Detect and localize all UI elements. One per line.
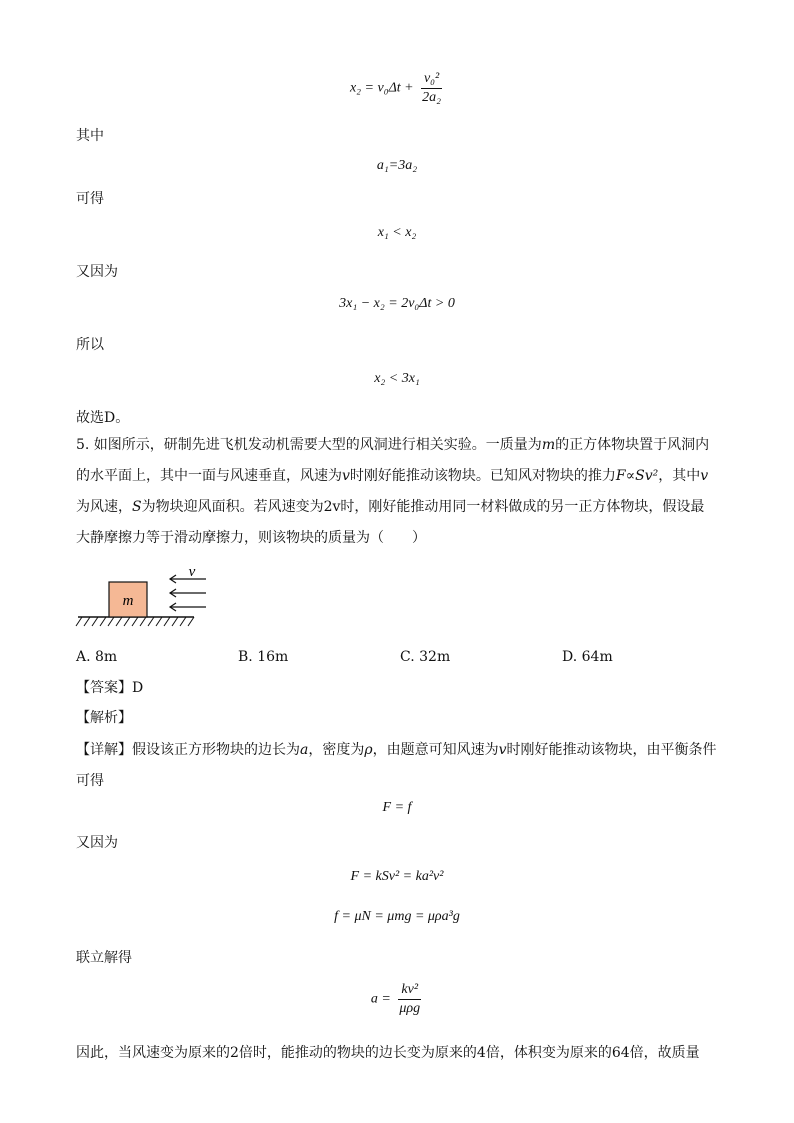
final-text-3: 倍，体积变为原来的 (485, 1045, 612, 1061)
final-text-1: 因此，当风速变为原来的 (76, 1045, 230, 1061)
number-2: 2 (230, 1045, 239, 1061)
fraction-numerator: kv² (398, 981, 421, 1000)
symbol-a: a (300, 742, 309, 758)
question-5-stem (76, 430, 718, 554)
text-qizhong: 其中 (76, 128, 104, 144)
detail-paragraph (76, 735, 718, 797)
equation-a1: a₁=3a₂ (376, 158, 418, 173)
equation-x2 (0, 70, 794, 107)
equation-ineq1: x₁ < x₂ (377, 225, 417, 240)
option-value: 8m (95, 649, 118, 665)
option-d (562, 647, 613, 667)
detail-text-4: 时刚好能推动该物块，由平衡条件可得 (76, 742, 717, 789)
q5-text-5: 为风速， (76, 499, 132, 515)
number-4: 4 (476, 1045, 486, 1061)
final-text-2: 倍时，能推动的物块的边长变为原来的 (238, 1045, 477, 1061)
text-kede: 可得 (76, 191, 104, 207)
equation-3x1: 3x₁ − x₂ = 2v₀Δt > 0 (339, 296, 455, 311)
fraction-denominator: μρg (399, 1001, 421, 1016)
option-a (76, 647, 117, 667)
detail-text-2: ，密度为 (308, 742, 365, 758)
fraction (396, 981, 423, 1018)
equation-a-result (0, 981, 794, 1018)
option-c (400, 647, 450, 667)
equation-F-equals-f: F = f (382, 800, 412, 815)
symbol-v: v (700, 468, 709, 484)
equation-F-kSv2: F = kSv² = ka²v² (350, 869, 444, 884)
q5-text-2: 的正方体物块置于风洞内的水平面上，其中一面与风速垂直，风速为 (76, 437, 710, 484)
option-value: 64m (581, 649, 613, 665)
equation-ineq2: x₂ < 3x₁ (374, 371, 420, 386)
symbol-v: v (342, 468, 350, 484)
option-letter: D. (562, 649, 582, 665)
q5-text-7: 时，刚好能推动用同一材料做成的另一正方体物块，假设最大静摩擦力等于滑动摩擦力，则该物块的质量为（ ） (76, 499, 705, 546)
option-letter: B. (238, 649, 258, 665)
text-suoyi: 所以 (76, 337, 104, 353)
number-64: 64 (611, 1045, 630, 1061)
equation-f-mu: f = μN = μmg = μρa³g (334, 909, 460, 924)
wind-tunnel-figure (74, 560, 214, 632)
fraction-denominator: 2a₂ (422, 90, 442, 105)
q5-text-3: 时刚好能推动该物块。已知风对物块的推力 (349, 468, 616, 484)
text-youyinwei-2: 又因为 (76, 835, 118, 851)
detail-text-3: ，由题意可知风速为 (372, 742, 499, 758)
text-youyinwei-1: 又因为 (76, 264, 118, 280)
option-letter: C. (400, 649, 420, 665)
text-guxuan: 故选D。 (76, 410, 130, 426)
wind-arrows (170, 575, 206, 611)
option-value: 32m (419, 649, 451, 665)
symbol-S: S (132, 499, 142, 515)
answer-label: 【答案】D (76, 680, 144, 696)
symbol-Sv2: Sv² (635, 468, 659, 484)
symbol-rho: ρ (364, 742, 373, 758)
symbol-F: F (615, 468, 626, 484)
symbol-2v: 2v (323, 499, 341, 515)
option-letter: A. (76, 649, 96, 665)
equation-x2-lhs: x₂ = v₀Δt + (349, 80, 414, 96)
equation-a-lhs: a = (370, 991, 391, 1007)
block-label: m (122, 593, 134, 609)
text-lianli: 联立解得 (76, 950, 132, 966)
ground-hatching (76, 617, 194, 626)
fraction (419, 70, 444, 107)
symbol-v: v (498, 742, 507, 758)
symbol-proportional: ∝ (625, 468, 636, 484)
symbol-m: m (541, 437, 556, 453)
q5-text-1: 5. 如图所示，研制先进飞机发动机需要大型的风洞进行相关实验。一质量为 (76, 437, 542, 453)
option-value: 16m (257, 649, 289, 665)
option-b (238, 647, 288, 667)
detail-text-1: 【详解】假设该正方形物块的边长为 (76, 742, 300, 758)
q5-text-4: ，其中 (658, 468, 701, 484)
analysis-label: 【解析】 (76, 710, 132, 726)
fraction-numerator: v₀² (421, 70, 442, 89)
final-paragraph (76, 1043, 700, 1063)
velocity-label: v (188, 564, 196, 580)
q5-text-6: 为物块迎风面积。若风速变为 (141, 499, 324, 515)
final-text-4: 倍，故质量 (629, 1045, 700, 1061)
